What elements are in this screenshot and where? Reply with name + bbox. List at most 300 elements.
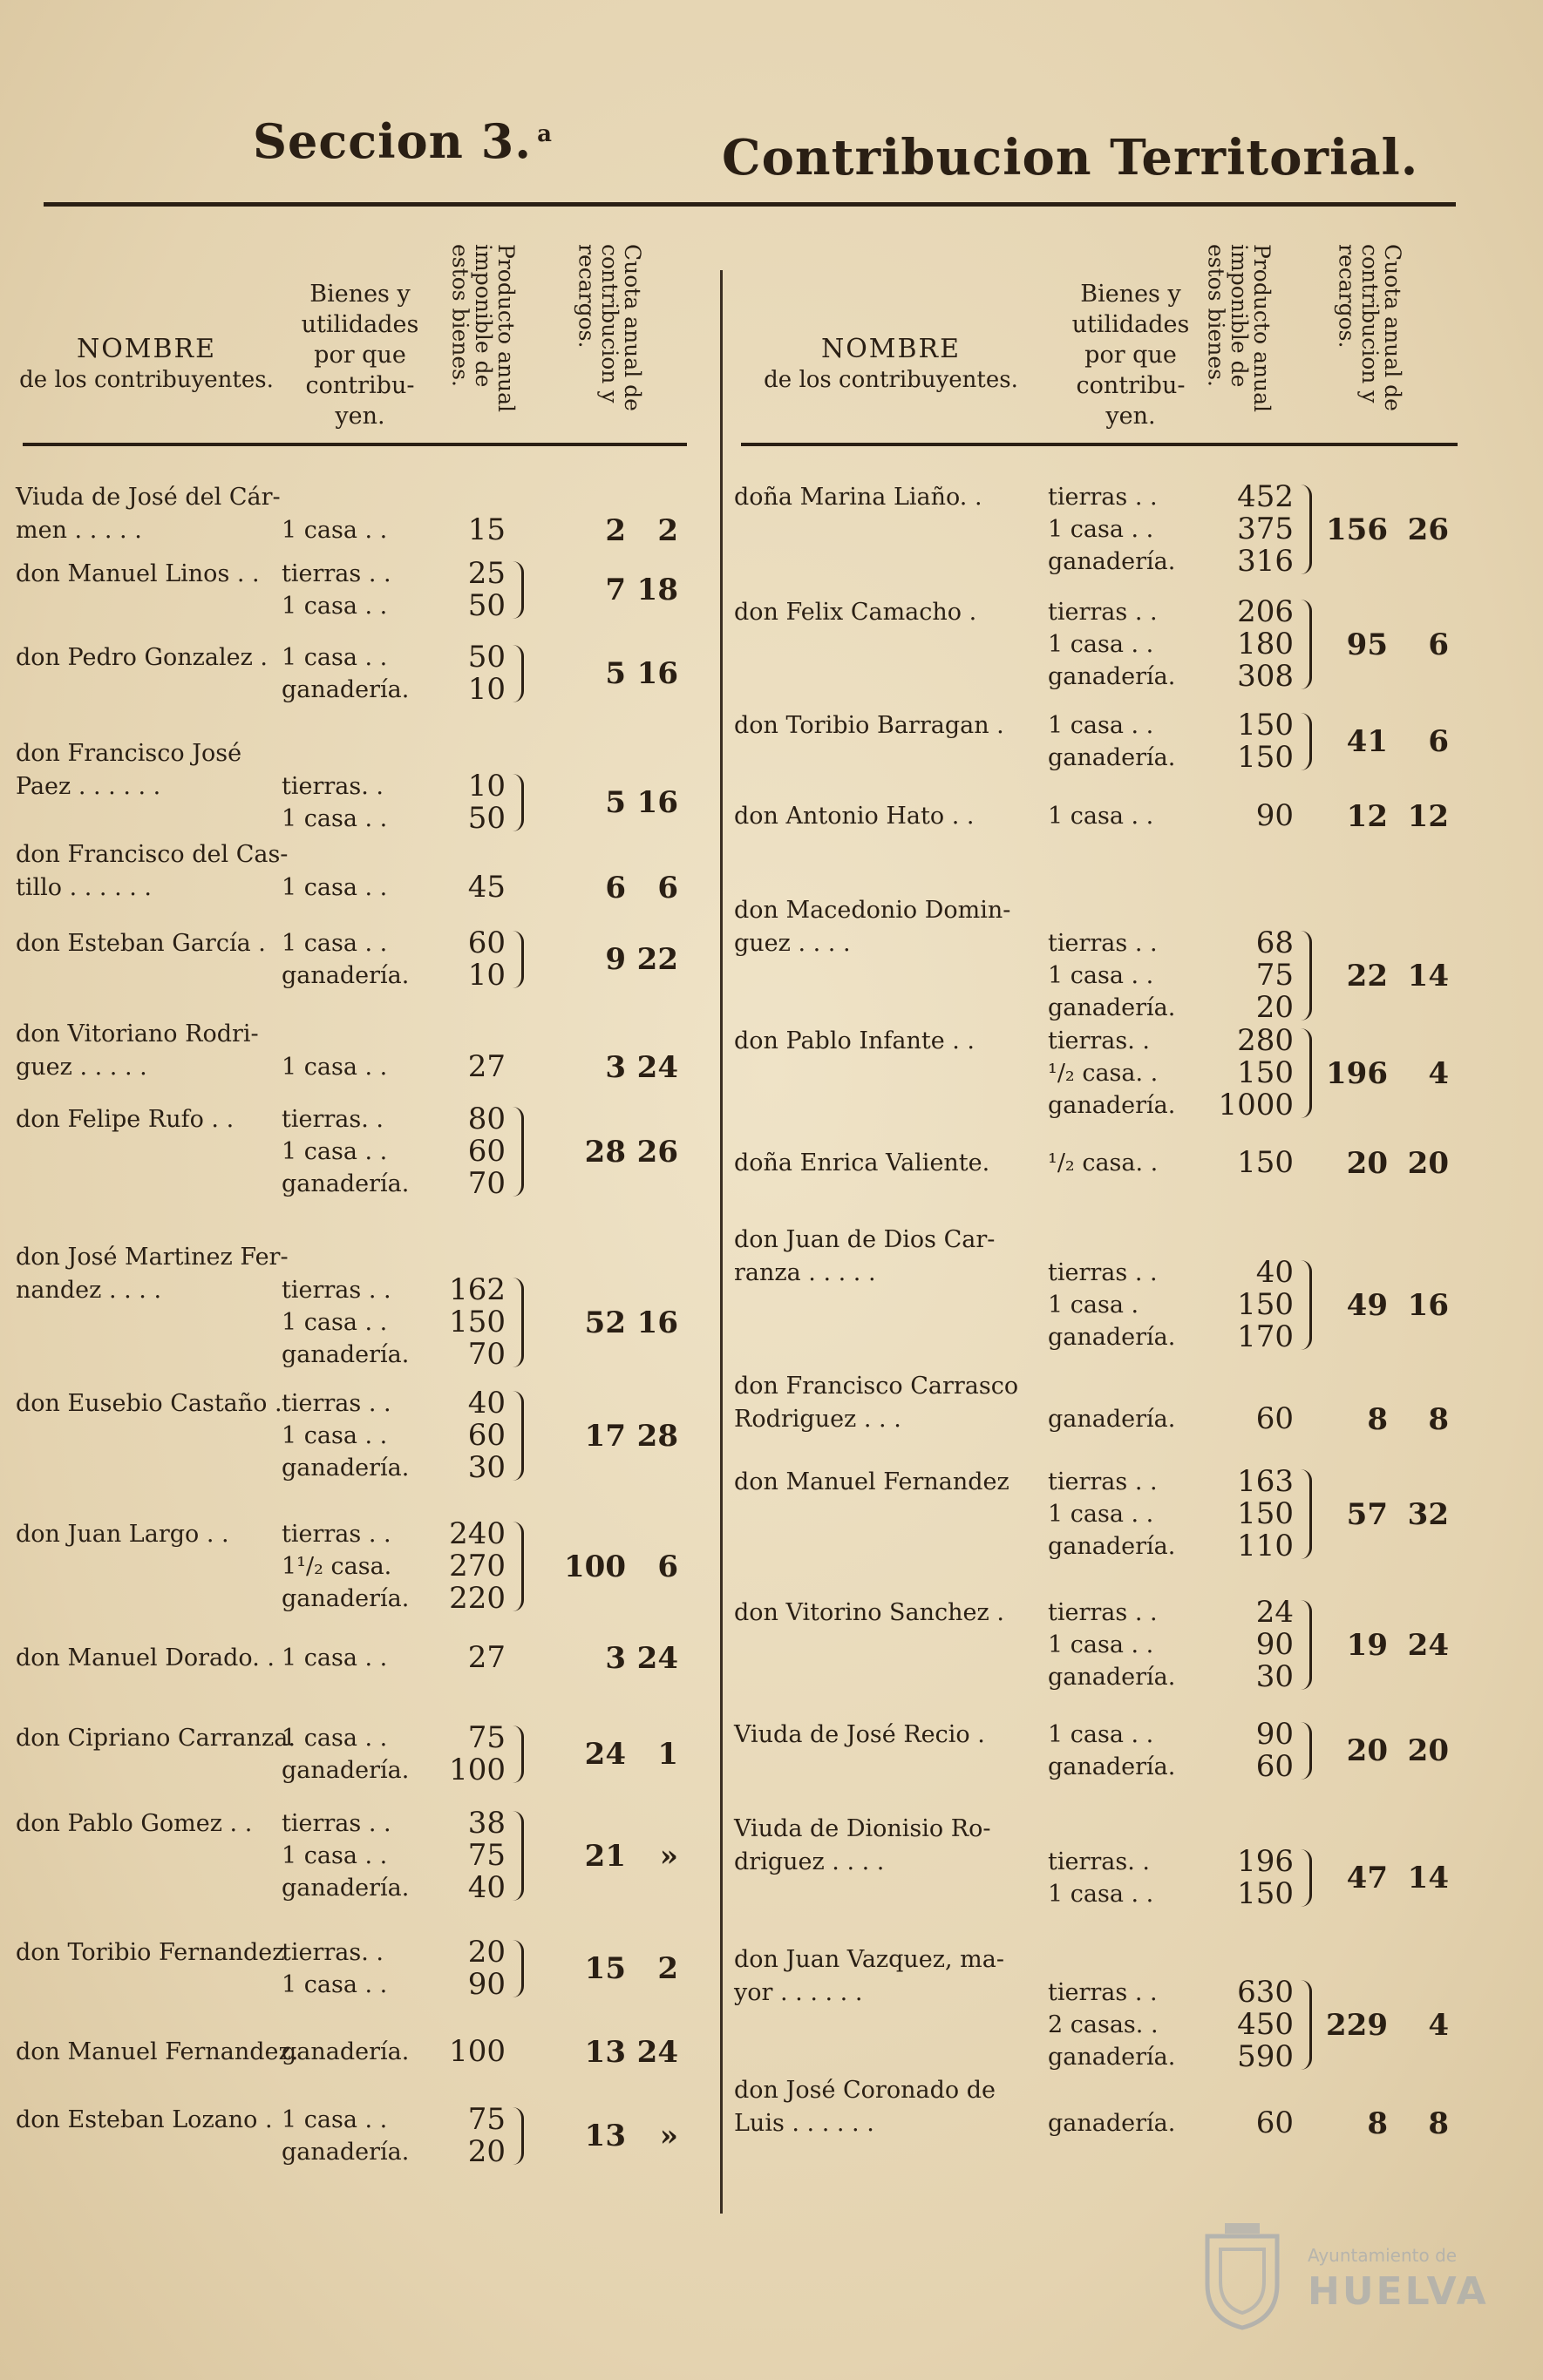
- product-value: 40: [467, 1386, 506, 1421]
- header-bienes-line: Bienes y: [309, 281, 411, 308]
- property-item: 1 casa . .: [1048, 803, 1154, 830]
- taxpayer-name: [734, 1147, 1048, 1180]
- product-value: 163: [1237, 1464, 1294, 1499]
- product-values: [1144, 927, 1294, 1024]
- taxpayer-name: [734, 1813, 1048, 1879]
- top-rule: [44, 202, 1456, 207]
- taxpayer-name-line: don Francisco Carrasco: [734, 1373, 1019, 1400]
- cuota-units: 20: [1346, 1733, 1388, 1768]
- product-value: 100: [449, 2034, 506, 2069]
- cuota-units: 8: [1367, 2105, 1388, 2141]
- product-value: 220: [449, 1581, 506, 1616]
- property-list: [282, 558, 391, 622]
- brace-bracket: [513, 2107, 524, 2165]
- header-producto-label: Producto anual imponible de estos bienes.: [447, 244, 519, 412]
- property-item: tierras. .: [1048, 1027, 1150, 1054]
- header-name-label: [16, 333, 277, 394]
- cuota-units: 9: [605, 942, 626, 977]
- cuota-fraction: 4: [1428, 2007, 1449, 2043]
- property-item: 1 casa . .: [282, 930, 388, 957]
- page-title: Contribucion Territorial.: [722, 129, 1419, 186]
- product-values: [1144, 1147, 1294, 1179]
- property-item: tierras. .: [1048, 1848, 1150, 1875]
- taxpayer-name: [734, 1466, 1048, 1499]
- cuota-units: 41: [1346, 724, 1388, 759]
- product-values: [377, 1387, 506, 1484]
- cuota-fraction: 14: [1407, 958, 1449, 993]
- taxpayer-name-line: Viuda de José Recio .: [734, 1721, 985, 1748]
- taxpayer-name: [734, 1370, 1048, 1436]
- product-value: 90: [1255, 1717, 1294, 1752]
- product-value: 25: [467, 556, 506, 591]
- cuota-units: 3: [605, 1640, 626, 1676]
- watermark-stamp: [1194, 2219, 1489, 2332]
- section-superscript: a: [537, 121, 553, 147]
- cuota-fraction: 18: [636, 573, 678, 607]
- product-value: 60: [1255, 1749, 1294, 1784]
- cuota-fraction: 6: [1428, 627, 1449, 662]
- taxpayer-name: [16, 1018, 312, 1084]
- property-item: 1 casa . .: [1048, 1721, 1154, 1748]
- product-values: [1144, 481, 1294, 578]
- taxpayer-name: [16, 1518, 312, 1551]
- cuota-units: 156: [1326, 512, 1388, 547]
- product-values: [1144, 1597, 1294, 1693]
- cuota-fraction: 12: [1407, 798, 1449, 834]
- cuota-units: 24: [584, 1737, 626, 1772]
- product-value: 1000: [1218, 1088, 1294, 1122]
- header-name-small: de los contribuyentes.: [764, 366, 1018, 393]
- taxpayer-name: [16, 1241, 312, 1307]
- cuota-fraction: 16: [636, 1305, 678, 1340]
- product-value: 150: [449, 1305, 506, 1339]
- taxpayer-name-line: guez . . . . .: [16, 1054, 147, 1081]
- taxpayer-name: [734, 481, 1048, 514]
- property-item: ganadería.: [1048, 1092, 1176, 1119]
- property-item: ganadería.: [1048, 1324, 1176, 1351]
- taxpayer-name-line: doña Enrica Valiente.: [734, 1149, 990, 1176]
- taxpayer-name-line: men . . . . .: [16, 517, 142, 544]
- cuota-units: 95: [1346, 627, 1388, 662]
- property-item: ganadería.: [1048, 1533, 1176, 1560]
- product-value: 316: [1237, 544, 1294, 579]
- cuota-fraction: 4: [1428, 1055, 1449, 1091]
- taxpayer-name-line: don Esteban Lozano .: [16, 2106, 273, 2133]
- cuota-fraction: 14: [1407, 1861, 1449, 1895]
- brace-bracket: [513, 774, 524, 831]
- product-value: 180: [1237, 627, 1294, 661]
- product-value: 20: [467, 2134, 506, 2169]
- header-name-label: [734, 333, 1048, 394]
- cuota-fraction: 6: [657, 1549, 678, 1584]
- product-values: [377, 1807, 506, 1904]
- product-values: [377, 1936, 506, 2001]
- property-list: [1048, 1147, 1158, 1179]
- brace-bracket: [513, 1522, 524, 1611]
- section-number: Seccion 3.: [253, 113, 533, 169]
- product-values: [1144, 1025, 1294, 1122]
- property-list: [282, 770, 387, 835]
- taxpayer-name-line: don Manuel Fernandez: [734, 1468, 1009, 1495]
- coat-of-arms-icon: [1194, 2219, 1290, 2332]
- property-item: tierras . .: [1048, 484, 1158, 511]
- property-item: 1¹/₂ casa.: [282, 1553, 392, 1580]
- product-value: 150: [1237, 708, 1294, 742]
- header-name-big: NOMBRE: [820, 334, 962, 364]
- taxpayer-name-line: don Manuel Fernandez.: [16, 2038, 299, 2065]
- product-values: [377, 514, 506, 546]
- product-value: 70: [467, 1337, 506, 1372]
- taxpayer-name: [734, 1719, 1048, 1752]
- product-values: [377, 1722, 506, 1787]
- watermark-line2: HUELVA: [1308, 2269, 1489, 2314]
- product-value: 27: [467, 1049, 506, 1084]
- property-list: [1048, 1846, 1153, 1910]
- product-value: 50: [467, 640, 506, 675]
- property-item: 1 casa . .: [1048, 712, 1154, 739]
- cuota-units: 100: [564, 1549, 626, 1584]
- property-item: tierras. .: [282, 773, 384, 800]
- cuota-units: 19: [1346, 1627, 1388, 1663]
- property-item: ganadería.: [1048, 663, 1176, 690]
- property-item: tierras . .: [1048, 1979, 1158, 2006]
- brace-bracket: [513, 1726, 524, 1783]
- product-value: 75: [1255, 958, 1294, 993]
- product-value: 60: [467, 1418, 506, 1453]
- section-heading: [253, 113, 553, 169]
- cuota-fraction: 16: [636, 656, 678, 691]
- cuota-units: 2: [605, 512, 626, 548]
- property-item: 1 casa . .: [1048, 1881, 1154, 1908]
- product-value: 110: [1237, 1529, 1294, 1563]
- property-item: ganadería.: [282, 1170, 410, 1197]
- property-list: [282, 1936, 387, 2001]
- product-value: 150: [1237, 1055, 1294, 1090]
- property-item: 1 casa . .: [282, 1309, 388, 1336]
- cuota-fraction: 20: [1407, 1733, 1449, 1768]
- brace-bracket: [513, 1811, 524, 1901]
- cuota-units: 5: [605, 656, 626, 691]
- brace-bracket: [513, 1107, 524, 1197]
- product-value: 162: [449, 1272, 506, 1307]
- product-values: [1144, 596, 1294, 693]
- cuota-units: 8: [1367, 1401, 1388, 1437]
- property-item: tierras . .: [1048, 599, 1158, 626]
- product-value: 75: [467, 1838, 506, 1873]
- cuota-fraction: 20: [1407, 1145, 1449, 1181]
- property-item: ganadería.: [282, 1454, 410, 1482]
- taxpayer-name: [16, 1642, 312, 1675]
- product-value: 20: [1255, 990, 1294, 1025]
- cuota-fraction: 24: [1407, 1627, 1449, 1663]
- product-values: [377, 927, 506, 992]
- header-bienes-line: por que: [314, 342, 406, 370]
- product-value: 150: [1237, 1496, 1294, 1531]
- cuota-units: 5: [605, 785, 626, 820]
- taxpayer-name-line: don Pedro Gonzalez .: [16, 644, 268, 671]
- cuota-units: 49: [1346, 1287, 1388, 1323]
- cuota-fraction: 16: [1407, 1287, 1449, 1323]
- property-item: 1 casa . .: [1048, 962, 1154, 989]
- cuota-units: 15: [584, 1951, 626, 1986]
- taxpayer-name-line: Rodriguez . . .: [734, 1406, 901, 1433]
- taxpayer-name-line: don Manuel Dorado. .: [16, 1644, 275, 1671]
- cuota-units: 47: [1346, 1861, 1388, 1895]
- taxpayer-name-line: don Manuel Linos . .: [16, 560, 260, 587]
- product-value: 240: [449, 1516, 506, 1551]
- header-cuota-label: Cuota anual de contribucion y recargos.: [574, 244, 645, 411]
- product-value: 80: [467, 1102, 506, 1136]
- property-item: ¹/₂ casa. .: [1048, 1149, 1159, 1176]
- header-bienes-line: por que: [1084, 342, 1177, 370]
- property-item: ganadería.: [1048, 744, 1176, 771]
- cuota-fraction: 6: [657, 870, 678, 905]
- property-item: 1 casa . .: [282, 2106, 388, 2133]
- cuota-fraction: 28: [636, 1418, 678, 1454]
- property-item: ganadería.: [282, 1757, 410, 1784]
- property-item: ganadería.: [1048, 1406, 1176, 1433]
- product-values: [377, 1103, 506, 1200]
- product-value: 38: [467, 1806, 506, 1841]
- property-item: 1 casa . .: [282, 1725, 388, 1752]
- product-value: 40: [467, 1870, 506, 1905]
- cuota-fraction: 26: [1407, 512, 1449, 547]
- taxpayer-name: [734, 709, 1048, 742]
- property-item: ganadería.: [282, 1585, 410, 1612]
- product-value: 75: [467, 2102, 506, 2137]
- header-bienes-line: utilidades: [1071, 311, 1190, 339]
- cuota-units: 12: [1346, 798, 1388, 834]
- property-item: tierras . .: [1048, 1468, 1158, 1495]
- cuota-units: 57: [1346, 1496, 1388, 1532]
- product-value: 150: [1237, 1876, 1294, 1911]
- taxpayer-name: [734, 1224, 1048, 1290]
- cuota-fraction: 24: [636, 1049, 678, 1085]
- cuota-units: 20: [1346, 1145, 1388, 1181]
- property-item: ganadería.: [1048, 548, 1176, 575]
- product-values: [377, 1518, 506, 1615]
- brace-bracket: [513, 645, 524, 702]
- cuota-units: 3: [605, 1049, 626, 1085]
- taxpayer-name-line: Viuda de Dionisio Ro-: [734, 1815, 991, 1842]
- product-value: 590: [1237, 2039, 1294, 2074]
- product-value: 450: [1237, 2007, 1294, 2042]
- brace-bracket: [513, 561, 524, 619]
- property-item: 1 casa .: [1048, 1292, 1139, 1319]
- product-value: 90: [1255, 798, 1294, 833]
- product-values: [1144, 1403, 1294, 1435]
- column-header: [16, 227, 687, 444]
- cuota-fraction: 32: [1407, 1496, 1449, 1532]
- header-bienes-line: Bienes y: [1080, 281, 1181, 308]
- property-item: ¹/₂ casa. .: [1048, 1060, 1159, 1087]
- taxpayer-name-line: don Vitorino Sanchez .: [734, 1599, 1004, 1626]
- cuota-fraction: »: [659, 2119, 678, 2153]
- taxpayer-name-line: don Macedonio Domin-: [734, 897, 1011, 924]
- product-value: 30: [1255, 1659, 1294, 1694]
- taxpayer-name: [734, 1025, 1048, 1058]
- taxpayer-name: [16, 927, 312, 960]
- product-value: 206: [1237, 594, 1294, 629]
- cuota-units: 6: [605, 870, 626, 905]
- product-value: 75: [467, 1720, 506, 1755]
- cuota-units: 28: [584, 1134, 626, 1170]
- header-cuota-label: Cuota anual de contribucion y recargos.: [1334, 244, 1405, 411]
- taxpayer-name-line: don Esteban García .: [16, 930, 266, 957]
- taxpayer-name-line: don Vitoriano Rodri-: [16, 1020, 259, 1048]
- header-rule: [741, 443, 1458, 446]
- taxpayer-name-line: don José Coronado de: [734, 2077, 996, 2104]
- header-bienes-line: utilidades: [301, 311, 419, 339]
- product-value: 24: [1255, 1595, 1294, 1630]
- cuota-units: 21: [584, 1838, 626, 1874]
- taxpayer-name: [16, 1936, 312, 1970]
- taxpayer-name-line: don Juan Largo . .: [16, 1521, 229, 1548]
- property-item: 1 casa . .: [282, 874, 388, 901]
- taxpayer-name: [16, 1387, 312, 1421]
- product-values: [1144, 800, 1294, 832]
- property-item: 1 casa . .: [282, 805, 388, 832]
- product-value: 70: [467, 1166, 506, 1201]
- taxpayer-name-line: don Juan de Dios Car-: [734, 1226, 996, 1253]
- property-item: 1 casa . .: [282, 1138, 388, 1165]
- property-item: tierras. .: [282, 1939, 384, 1966]
- cuota-units: 196: [1326, 1055, 1388, 1091]
- taxpayer-name-line: don Cipriano Carranza.: [16, 1725, 296, 1752]
- cuota-fraction: 2: [657, 1951, 678, 1986]
- property-item: tierras . .: [282, 560, 391, 587]
- product-value: 60: [1255, 2105, 1294, 2140]
- header-name-small: de los contribuyentes.: [19, 366, 274, 393]
- cuota-fraction: 24: [636, 2034, 678, 2070]
- taxpayer-name-line: yor . . . . . .: [734, 1979, 863, 2006]
- cuota-fraction: 8: [1428, 2105, 1449, 2141]
- product-values: [1144, 2107, 1294, 2139]
- header-bienes-line: yen.: [335, 403, 385, 431]
- product-values: [1144, 709, 1294, 774]
- taxpayer-name-line: driguez . . . .: [734, 1848, 885, 1875]
- cuota-fraction: 2: [657, 512, 678, 548]
- product-values: [377, 558, 506, 622]
- property-list: [282, 1051, 387, 1083]
- property-list: [282, 1642, 387, 1674]
- taxpayer-name: [16, 838, 312, 905]
- taxpayer-name-line: tillo . . . . . .: [16, 874, 153, 901]
- taxpayer-name-line: don Toribio Fernandez: [16, 1939, 285, 1966]
- property-item: ganadería.: [1048, 1753, 1176, 1780]
- header-rule: [23, 443, 687, 446]
- watermark-line1: Ayuntamiento de: [1308, 2245, 1458, 2266]
- product-values: [377, 1274, 506, 1371]
- product-value: 452: [1237, 479, 1294, 514]
- product-value: 100: [449, 1753, 506, 1787]
- taxpayer-name: [734, 1943, 1048, 2010]
- cuota-fraction: 6: [1428, 724, 1449, 759]
- property-item: ganadería.: [282, 1875, 410, 1902]
- product-value: 170: [1237, 1319, 1294, 1354]
- brace-bracket: [513, 931, 524, 988]
- cuota-units: 13: [584, 2034, 626, 2070]
- product-value: 150: [1237, 1145, 1294, 1180]
- property-item: 1 casa . .: [282, 1054, 388, 1081]
- product-values: [377, 2104, 506, 2168]
- taxpayer-name: [16, 2036, 312, 2069]
- taxpayer-name-line: don Pablo Infante . .: [734, 1027, 975, 1054]
- property-item: tierras . .: [1048, 1599, 1158, 1626]
- product-value: 90: [1255, 1627, 1294, 1662]
- product-values: [377, 2036, 506, 2068]
- property-item: 1 casa . .: [282, 644, 388, 671]
- product-value: 60: [467, 1134, 506, 1169]
- brace-bracket: [513, 1940, 524, 1997]
- product-values: [377, 1642, 506, 1674]
- product-value: 30: [467, 1450, 506, 1485]
- property-item: tierras . .: [1048, 1259, 1158, 1286]
- cuota-fraction: 1: [657, 1737, 678, 1772]
- property-item: ganadería.: [282, 1341, 410, 1368]
- taxpayer-name: [16, 1103, 312, 1136]
- property-item: tierras. .: [282, 1106, 384, 1133]
- taxpayer-name-line: nandez . . . .: [16, 1277, 162, 1304]
- taxpayer-name: [734, 596, 1048, 629]
- product-values: [377, 770, 506, 835]
- taxpayer-name-line: don Pablo Gomez . .: [16, 1810, 253, 1837]
- cuota-fraction: 26: [636, 1134, 678, 1170]
- product-value: 15: [467, 512, 506, 547]
- header-bienes-label: [1048, 279, 1213, 431]
- property-item: ganadería.: [282, 676, 410, 703]
- product-value: 40: [1255, 1255, 1294, 1290]
- header-name-big: NOMBRE: [76, 334, 217, 364]
- product-value: 630: [1237, 1975, 1294, 2010]
- property-item: ganadería.: [282, 2038, 410, 2065]
- product-values: [377, 871, 506, 904]
- product-values: [1144, 1466, 1294, 1563]
- taxpayer-name-line: don Antonio Hato . .: [734, 803, 975, 830]
- product-values: [1144, 1977, 1294, 2073]
- product-value: 10: [467, 769, 506, 804]
- property-item: tierras . .: [282, 1390, 391, 1417]
- product-value: 196: [1237, 1844, 1294, 1879]
- property-item: 2 casas. .: [1048, 2011, 1159, 2038]
- property-list: [282, 514, 387, 546]
- taxpayer-name: [734, 2074, 1048, 2140]
- cuota-units: 13: [584, 2119, 626, 2153]
- product-value: 60: [1255, 1401, 1294, 1436]
- product-value: 10: [467, 672, 506, 707]
- product-value: 50: [467, 801, 506, 836]
- cuota-units: 7: [605, 573, 626, 607]
- property-item: ganadería.: [1048, 2110, 1176, 2137]
- product-value: 150: [1237, 1287, 1294, 1322]
- property-item: ganadería.: [1048, 2044, 1176, 2071]
- product-value: 45: [467, 870, 506, 905]
- cuota-fraction: 16: [636, 785, 678, 820]
- taxpayer-name-line: Paez . . . . . .: [16, 773, 161, 800]
- taxpayer-name: [734, 800, 1048, 833]
- brace-bracket: [513, 1391, 524, 1481]
- cuota-fraction: 22: [636, 942, 678, 977]
- property-item: tierras . .: [1048, 930, 1158, 957]
- property-item: 1 casa . .: [282, 517, 388, 544]
- property-item: ganadería.: [1048, 994, 1176, 1021]
- taxpayer-name: [734, 1597, 1048, 1630]
- product-value: 20: [467, 1935, 506, 1970]
- taxpayer-name-line: don Toribio Barragan .: [734, 712, 1004, 739]
- property-item: 1 casa . .: [282, 1644, 388, 1671]
- header-bienes-line: yen.: [1105, 403, 1156, 431]
- taxpayer-name-line: Luis . . . . . .: [734, 2110, 874, 2137]
